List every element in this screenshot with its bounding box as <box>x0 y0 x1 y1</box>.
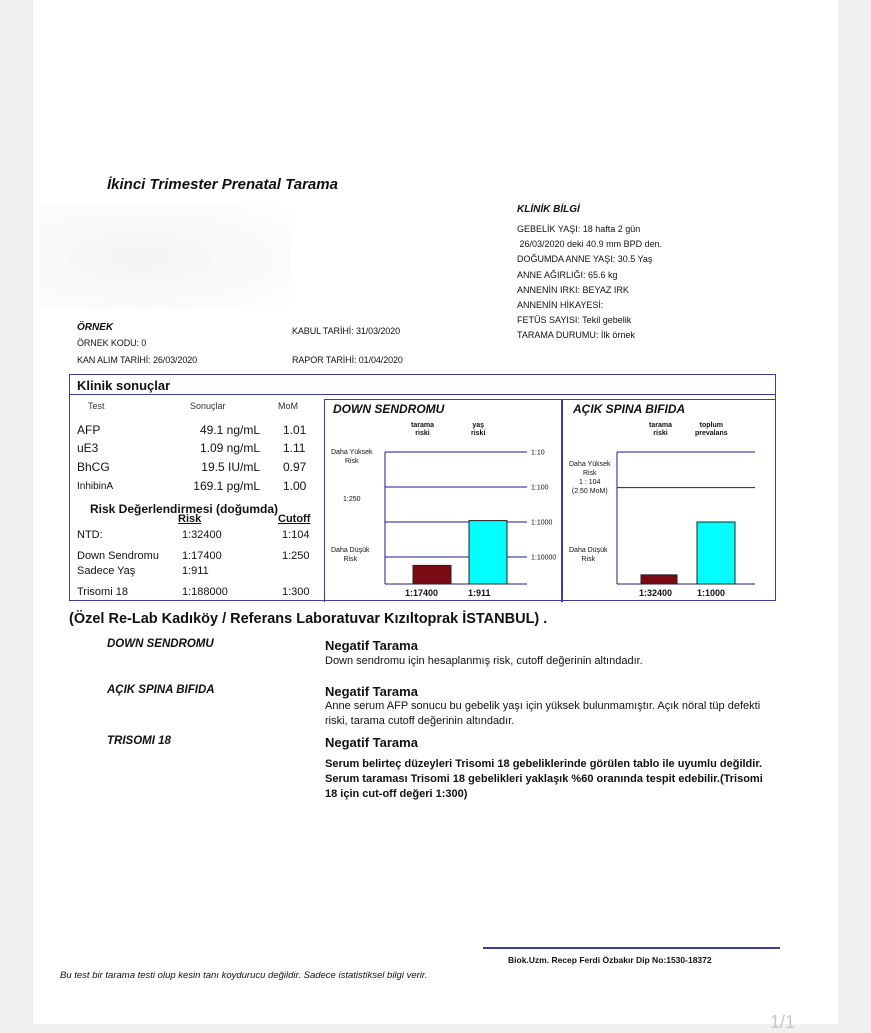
signature: Biok.Uzm. Recep Ferdi Özbakır Dip No:1530-18372 <box>508 955 712 965</box>
category-label-line: yaş <box>472 422 485 429</box>
result-description: Anne serum AFP sonucu bu gebelik yaşı için yüksek bulunmamıştır. Açık nöral tüp defekti riski, tarama cutoff değerinin altındadır. <box>325 700 761 727</box>
test-mom: 1.00 <box>283 479 307 493</box>
category-label-line: riski <box>653 430 668 437</box>
clinical-info-line: ANNENİN IRKI: BEYAZ IRK <box>517 284 629 295</box>
col-result: Sonuçlar <box>190 401 226 411</box>
result-label: TRISOMI 18 <box>107 735 171 747</box>
low-risk-line: Daha Düşük <box>569 547 608 554</box>
risk-value: 1:188000 <box>182 586 228 598</box>
cutoff-label: (2.50 MoM) <box>571 488 608 495</box>
clinical-info-heading: KLİNİK BİLGİ <box>517 204 580 215</box>
col-test: Test <box>88 401 105 411</box>
low-risk-line: Risk <box>343 556 358 563</box>
category-label-line: riski <box>415 430 430 437</box>
test-mom: 1.11 <box>283 441 306 455</box>
test-value: 19.5 IU/mL <box>201 460 260 474</box>
clinical-info-line: TARAMA DURUMU: İlk örnek <box>517 330 635 341</box>
clinical-results-box <box>69 374 776 601</box>
sample-code: ÖRNEK KODU: 0 <box>77 338 147 348</box>
report-date: RAPOR TARİHİ: 01/04/2020 <box>292 355 403 365</box>
clinical-info-list <box>517 222 662 344</box>
risk-name: Down Sendromu <box>77 550 159 562</box>
high-risk-line: Daha Yüksek <box>569 461 611 468</box>
result-label: DOWN SENDROMU <box>107 638 214 650</box>
result-description: Down sendromu için hesaplanmış risk, cutoff değerinin altındadır. <box>325 655 643 667</box>
test-value: 49.1 ng/mL <box>199 423 260 437</box>
chart-title: DOWN SENDROMU <box>333 402 445 416</box>
footer-note: Bu test bir tarama testi olup kesin tanı koydurucu değildir. Sadece istatistiksel bilgi verir. <box>60 970 428 981</box>
y-tick-label: 1:100 <box>531 484 549 492</box>
bar-value-label: 1:17400 <box>405 588 439 598</box>
spina-bifida-chart <box>562 399 775 602</box>
col-mom: MoM <box>278 401 298 411</box>
low-risk-line: Risk <box>581 556 596 563</box>
category-label-line: toplum <box>699 422 723 429</box>
risk-value: 1:911 <box>182 565 209 577</box>
y-tick-label: 1:10 <box>531 449 545 457</box>
test-value: 1.09 ng/mL <box>199 441 260 455</box>
y-tick-label: 1:1000 <box>531 519 553 527</box>
bar-value-label: 1:1000 <box>697 588 726 598</box>
bar <box>469 521 507 584</box>
clinical-info-line: DOĞUMDA ANNE YAŞI: 30.5 Yaş <box>517 254 653 265</box>
risk-value: 1:17400 <box>182 550 222 562</box>
results-box-header <box>70 375 775 395</box>
risk-col: Risk <box>178 513 202 525</box>
chart-title: AÇIK SPINA BIFIDA <box>573 402 686 416</box>
clinical-info-line: ANNE AĞIRLIĞI: 65.6 kg <box>517 269 618 280</box>
result-status: Negatif Tarama <box>325 638 418 653</box>
cutoff-label: 1 : 104 <box>579 479 601 486</box>
result-label: AÇIK SPINA BIFIDA <box>107 684 215 696</box>
bar <box>697 522 735 584</box>
category-label-line: tarama <box>411 422 434 429</box>
test-mom: 0.97 <box>283 460 307 474</box>
risk-cutoff: 1:104 <box>282 529 310 541</box>
y-tick-label: 1:10000 <box>531 554 557 562</box>
high-risk-line: Daha Yüksek <box>331 449 373 456</box>
sample-name: ÖRNEK <box>77 322 114 333</box>
bar <box>641 575 677 584</box>
clinical-info-line: 26/03/2020 deki 40.9 mm BPD den. <box>517 239 663 250</box>
accept-date: KABUL TARİHİ: 31/03/2020 <box>292 326 400 336</box>
spina-bifida-plot <box>563 400 776 603</box>
category-label-line: tarama <box>649 422 672 429</box>
clinical-info-line: FETÜS SAYISI: Tekil gebelik <box>517 315 632 326</box>
down-syndrome-plot <box>325 400 563 603</box>
low-risk-line: Daha Düşük <box>331 547 370 554</box>
bar-value-label: 1:32400 <box>639 588 673 598</box>
result-description: Serum belirteç düzeyleri Trisomi 18 gebeliklerinde görülen tablo ile uyumlu değildir. Serum taraması Trisomi 18 gebelikleri yaklaşık %60 oranında tespit edebilir.(Trisomi 18 için cut-off değeri 1:300) <box>325 758 763 800</box>
results-box-heading: Klinik sonuçlar <box>77 378 171 393</box>
high-risk-line: Risk <box>582 470 597 477</box>
risk-name: NTD: <box>77 529 103 541</box>
page-number: 1/1 <box>770 1012 796 1032</box>
signature-line <box>483 947 780 949</box>
risk-heading: Risk Değerlendirmesi (doğumda) <box>90 502 279 516</box>
lab-name: (Özel Re-Lab Kadıköy / Referans Laboratuvar Kızıltoprak İSTANBUL) . <box>69 611 548 627</box>
test-name: AFP <box>77 423 101 437</box>
test-mom: 1.01 <box>283 423 307 437</box>
category-label-line: prevalans <box>695 430 728 437</box>
test-name: BhCG <box>77 460 110 474</box>
cutoff-label: 1:250 <box>343 496 361 503</box>
cutoff-col: Cutoff <box>278 513 311 525</box>
risk-cutoff: 1:300 <box>282 586 310 598</box>
bar <box>413 565 451 584</box>
result-status: Negatif Tarama <box>325 684 418 699</box>
clinical-info-line: ANNENİN HİKAYESİ: <box>517 300 604 311</box>
clinical-info-line: GEBELİK YAŞI: 18 hafta 2 gün <box>517 224 641 234</box>
report-title: İkinci Trimester Prenatal Tarama <box>107 176 338 193</box>
high-risk-line: Risk <box>344 458 359 465</box>
risk-value: 1:32400 <box>182 529 222 541</box>
blood-date: KAN ALIM TARİHİ: 26/03/2020 <box>77 355 198 365</box>
bar-value-label: 1:911 <box>468 588 491 598</box>
result-status: Negatif Tarama <box>325 735 418 750</box>
test-value: 169.1 pg/mL <box>193 479 260 493</box>
test-name: uE3 <box>77 441 99 455</box>
redacted-area <box>40 205 290 310</box>
down-syndrome-chart <box>324 399 562 602</box>
risk-cutoff: 1:250 <box>282 550 310 562</box>
risk-name: Sadece Yaş <box>77 565 136 577</box>
test-name: InhibinA <box>77 481 114 492</box>
category-label-line: riski <box>471 430 486 437</box>
risk-name: Trisomi 18 <box>77 586 128 598</box>
